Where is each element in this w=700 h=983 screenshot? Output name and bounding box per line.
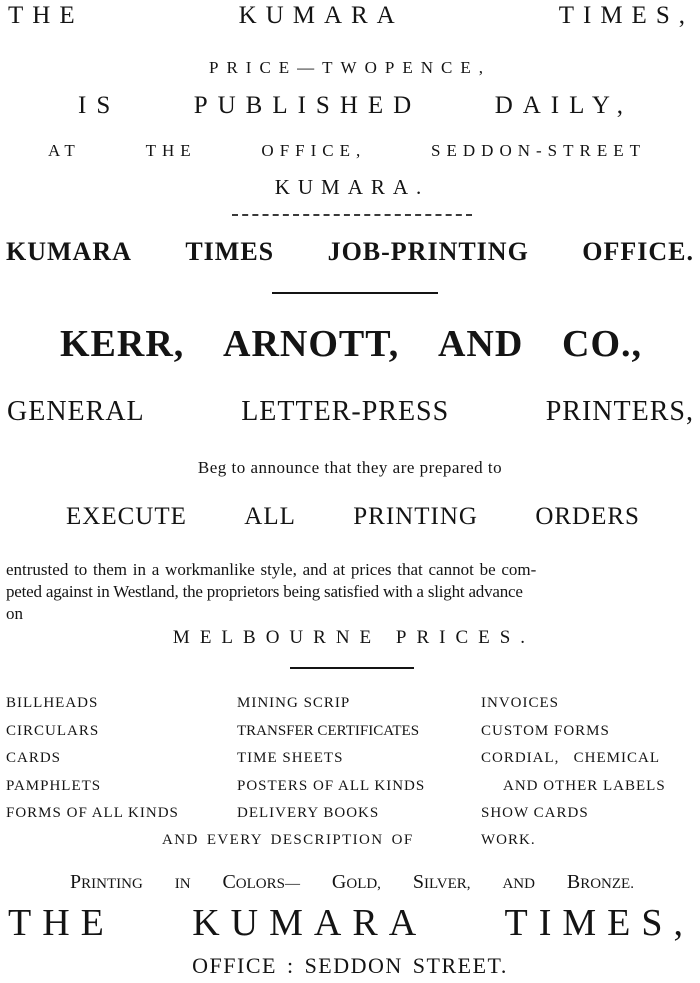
footer-office-line: OFFICE : SEDDON STREET. xyxy=(192,953,508,978)
job-office-word: JOB-PRINTING xyxy=(327,237,529,266)
service-item: INVOICES xyxy=(481,695,559,711)
masthead-word: KUMARA xyxy=(238,2,404,29)
every-description: AND EVERY DESCRIPTION OF xyxy=(162,832,414,848)
office-word: AT xyxy=(48,141,81,160)
office-word: THE xyxy=(145,141,197,160)
service-item: TIME SHEETS xyxy=(237,750,344,766)
service-item: DELIVERY BOOKS xyxy=(237,805,380,821)
trade-line xyxy=(7,396,694,428)
service-item: FORMS OF ALL KINDS xyxy=(6,805,179,821)
service-item: MINING SCRIP xyxy=(237,695,351,711)
masthead-word: THE xyxy=(8,2,84,29)
execute-word: ORDERS xyxy=(535,503,640,530)
service-item: CIRCULARS xyxy=(6,722,100,739)
job-office-word: KUMARA xyxy=(6,237,132,266)
execute-word: ALL xyxy=(244,503,296,530)
service-item: TRANSFER CERTIFICATES xyxy=(237,722,420,739)
job-office-word: OFFICE. xyxy=(582,237,694,266)
every-description-work: WORK. xyxy=(481,832,536,848)
firm-name-word: KERR, xyxy=(60,323,185,365)
published-line xyxy=(78,92,633,120)
job-office-heading xyxy=(6,237,694,267)
colors-word: SILVER, xyxy=(412,871,471,893)
price-line: PRICE—TWOPENCE, xyxy=(209,58,491,77)
services-column-2 xyxy=(237,690,425,828)
colors-word: GOLD, xyxy=(331,871,381,893)
published-word: DAILY, xyxy=(494,92,633,119)
ragged-rule xyxy=(232,214,472,216)
body-text-line: entrusted to them in a workmanlike style, and at prices that cannot be com- xyxy=(6,560,537,579)
melbourne-prices: MELBOURNE PRICES. xyxy=(172,627,536,648)
colors-word: COLORS— xyxy=(222,871,300,893)
services-column-3 xyxy=(481,690,666,828)
service-item: SHOW CARDS xyxy=(481,805,589,821)
services-column-1 xyxy=(6,690,179,828)
rule xyxy=(272,292,438,294)
trade-word: PRINTERS, xyxy=(545,396,694,427)
footer-title xyxy=(8,901,694,945)
service-item: PAMPHLETS xyxy=(6,777,102,794)
service-item: CORDIAL, CHEMICAL xyxy=(481,750,660,766)
execute-line xyxy=(66,503,640,531)
service-item: AND OTHER LABELS xyxy=(503,777,666,794)
office-line xyxy=(48,141,646,161)
footer-title-word: KUMARA xyxy=(192,902,428,944)
masthead-word: TIMES, xyxy=(558,2,694,29)
announce-line: Beg to announce that they are prepared to xyxy=(197,458,503,477)
colors-word: AND xyxy=(502,876,535,892)
firm-name-word: ARNOTT, xyxy=(223,323,400,365)
footer-title-word: TIMES, xyxy=(504,902,694,944)
masthead-title xyxy=(8,2,694,30)
service-item: CUSTOM FORMS xyxy=(481,722,610,739)
firm-name-word: CO., xyxy=(562,323,642,365)
service-item: CARDS xyxy=(6,750,62,766)
footer-title-word: THE xyxy=(8,902,115,944)
trade-word: LETTER-PRESS xyxy=(241,396,450,427)
service-item: POSTERS OF ALL KINDS xyxy=(237,777,426,794)
body-text-line: peted against in Westland, the proprietors being satisfied with a slight advance xyxy=(6,582,523,601)
job-office-word: TIMES xyxy=(185,237,275,266)
colors-line xyxy=(70,871,634,894)
colors-word: PRINTING xyxy=(70,871,143,893)
published-word: PUBLISHED xyxy=(193,92,422,119)
body-text-line: on xyxy=(6,604,23,623)
published-word: IS xyxy=(78,92,121,119)
trade-word: GENERAL xyxy=(7,396,145,427)
firm-name-word: AND xyxy=(437,323,524,365)
rule xyxy=(290,667,414,669)
office-word: SEDDON-STREET xyxy=(431,141,646,160)
service-item: BILLHEADS xyxy=(6,695,99,711)
colors-word: BRONZE. xyxy=(566,871,634,893)
office-word: OFFICE, xyxy=(261,141,367,160)
execute-word: PRINTING xyxy=(353,503,478,530)
place-line: KUMARA. xyxy=(274,175,430,199)
colors-word: IN xyxy=(174,876,191,892)
execute-word: EXECUTE xyxy=(66,503,187,530)
firm-name xyxy=(60,322,642,366)
